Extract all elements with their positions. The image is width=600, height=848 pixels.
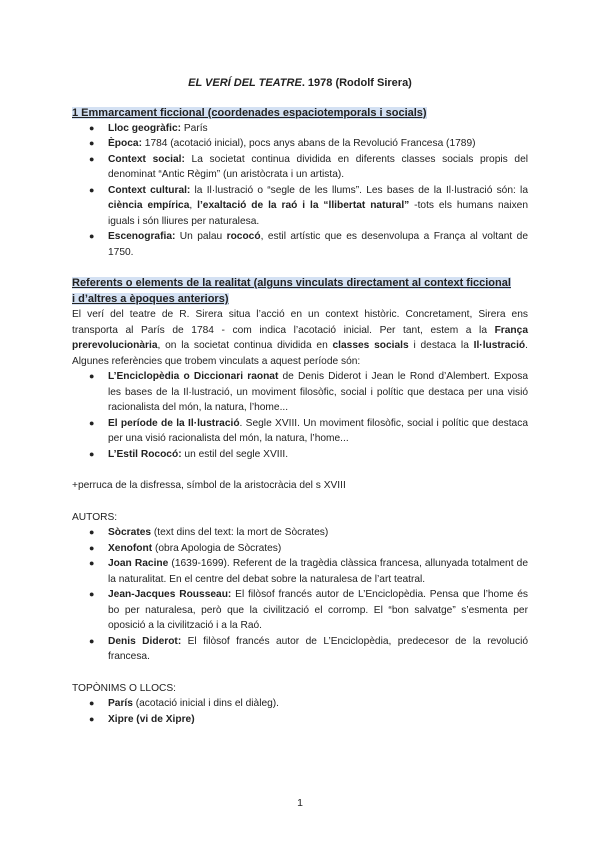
list-item: ● Xipre (vi de Xipre)	[72, 712, 528, 728]
places-label: TOPÒNIMS O LLOCS:	[72, 682, 176, 694]
list-item: ● Jean-Jacques Rousseau: El filòsof francés autor de L’Enciclopèdia. Pensa que l’home és bo per naturalesa, però que la civilització el corromp. El “bon salvatge” s’esmenta per oposició a la civilització i a la Raó.	[89, 589, 528, 631]
bullet-icon: ●	[89, 589, 95, 599]
list-item: ● Joan Racine (1639-1699). Referent de la tragèdia clàssica francesa, allunyada totalment de la naturalitat. En el centre del debat sobre la naturalesa de l’art teatral.	[89, 558, 528, 585]
bullet-icon: ●	[89, 527, 95, 537]
list-item: ● Denis Diderot: El filòsof francés autor de L’Enciclopèdia, predecesor de la revolució francesa.	[89, 635, 528, 662]
document-title	[72, 76, 528, 92]
list-item: ● Època: 1784 (acotació inicial), pocs anys abans de la Revolució Francesa (1789)	[72, 136, 528, 152]
list-item: ● París (acotació inicial i dins el diàleg).	[72, 696, 528, 712]
section1-heading: 1 Emmarcament ficcional (coordenades espaciotemporals i socials)	[72, 106, 427, 119]
list-item: ● Context social: La societat continua dividida en diferents classes socials propis del denominat “Antic Règim” (un aristòcrata i un artista).	[89, 153, 528, 180]
bullet-icon: ●	[89, 122, 95, 133]
section2-note: +perruca de la disfressa, símbol de la aristocràcia del s XVIII	[72, 480, 346, 491]
places-list	[72, 696, 528, 727]
bullet-icon: ●	[89, 635, 95, 646]
list-item: ● Escenografia: Un palau rococó, estil artístic que es desenvolupa a França al voltant de 1750.	[89, 231, 528, 258]
section2-intro: El verí del teatre de R. Sirera situa l’acció en un context històric. Concretament, Sirera ens transporta al París de 1784 - com indica l’acotació inicial. Per tant, estem a la França prerevolucionària, on la societat continua dividida en classes socials i destaca la Il·lustració. Algunes referències que trobem vinculats a aquest període són:	[72, 309, 528, 367]
bullet-icon: ●	[89, 698, 95, 708]
list-item: ● L’Enciclopèdia o Diccionari raonat de Denis Diderot i Jean le Rond d’Alembert. Exposa les bases de la Il·lustració, un moviment filosòfic, social i polític que destaca per una visió racionalista del món, la natura, l’home...	[89, 371, 528, 413]
authors-label: AUTORS:	[72, 511, 118, 523]
bullet-icon: ●	[89, 371, 95, 381]
bullet-icon: ●	[89, 713, 95, 724]
list-item: ● El període de la Il·lustració. Segle XVIII. Un moviment filosòfic, social i polític que destaca per una visió racionalista del món, la natura, l’home...	[89, 417, 528, 444]
page-number: 1	[297, 797, 303, 809]
title-italic: EL VERÍ DEL TEATRE	[188, 77, 302, 89]
bullet-icon: ●	[89, 184, 95, 195]
authors-list	[72, 525, 528, 665]
section1-list	[72, 121, 528, 261]
title-rest: . 1978 (Rodolf Sirera)	[301, 77, 412, 89]
bullet-icon: ●	[89, 558, 95, 568]
document-page	[72, 76, 528, 727]
section2-list	[72, 369, 528, 462]
bullet-icon: ●	[89, 153, 95, 164]
list-item: ● Xenofont (obra Apologia de Sòcrates)	[72, 541, 528, 557]
list-item: ● Lloc geogràfic: París	[72, 121, 528, 137]
list-item: ● L’Estil Rococó: un estil del segle XVIII.	[72, 447, 528, 463]
bullet-icon: ●	[89, 542, 95, 553]
bullet-icon: ●	[89, 448, 95, 459]
list-item: ● Sòcrates (text dins del text: la mort de Sòcrates)	[72, 525, 528, 541]
bullet-icon: ●	[89, 417, 95, 428]
list-item: ● Context cultural: la Il·lustració o “segle de les llums”. Les bases de la Il·lustració són: la ciència empírica, l’exaltació de la raó i la “llibertat natural” -tots els humans naixen iguals i són lliures per naturalesa.	[89, 184, 528, 227]
bullet-icon: ●	[89, 231, 95, 241]
bullet-icon: ●	[89, 138, 95, 148]
section2-heading: Referents o elements de la realitat (alguns vinculats directament al context ficcional i d’altres a èpoques anteriors)	[72, 277, 511, 305]
